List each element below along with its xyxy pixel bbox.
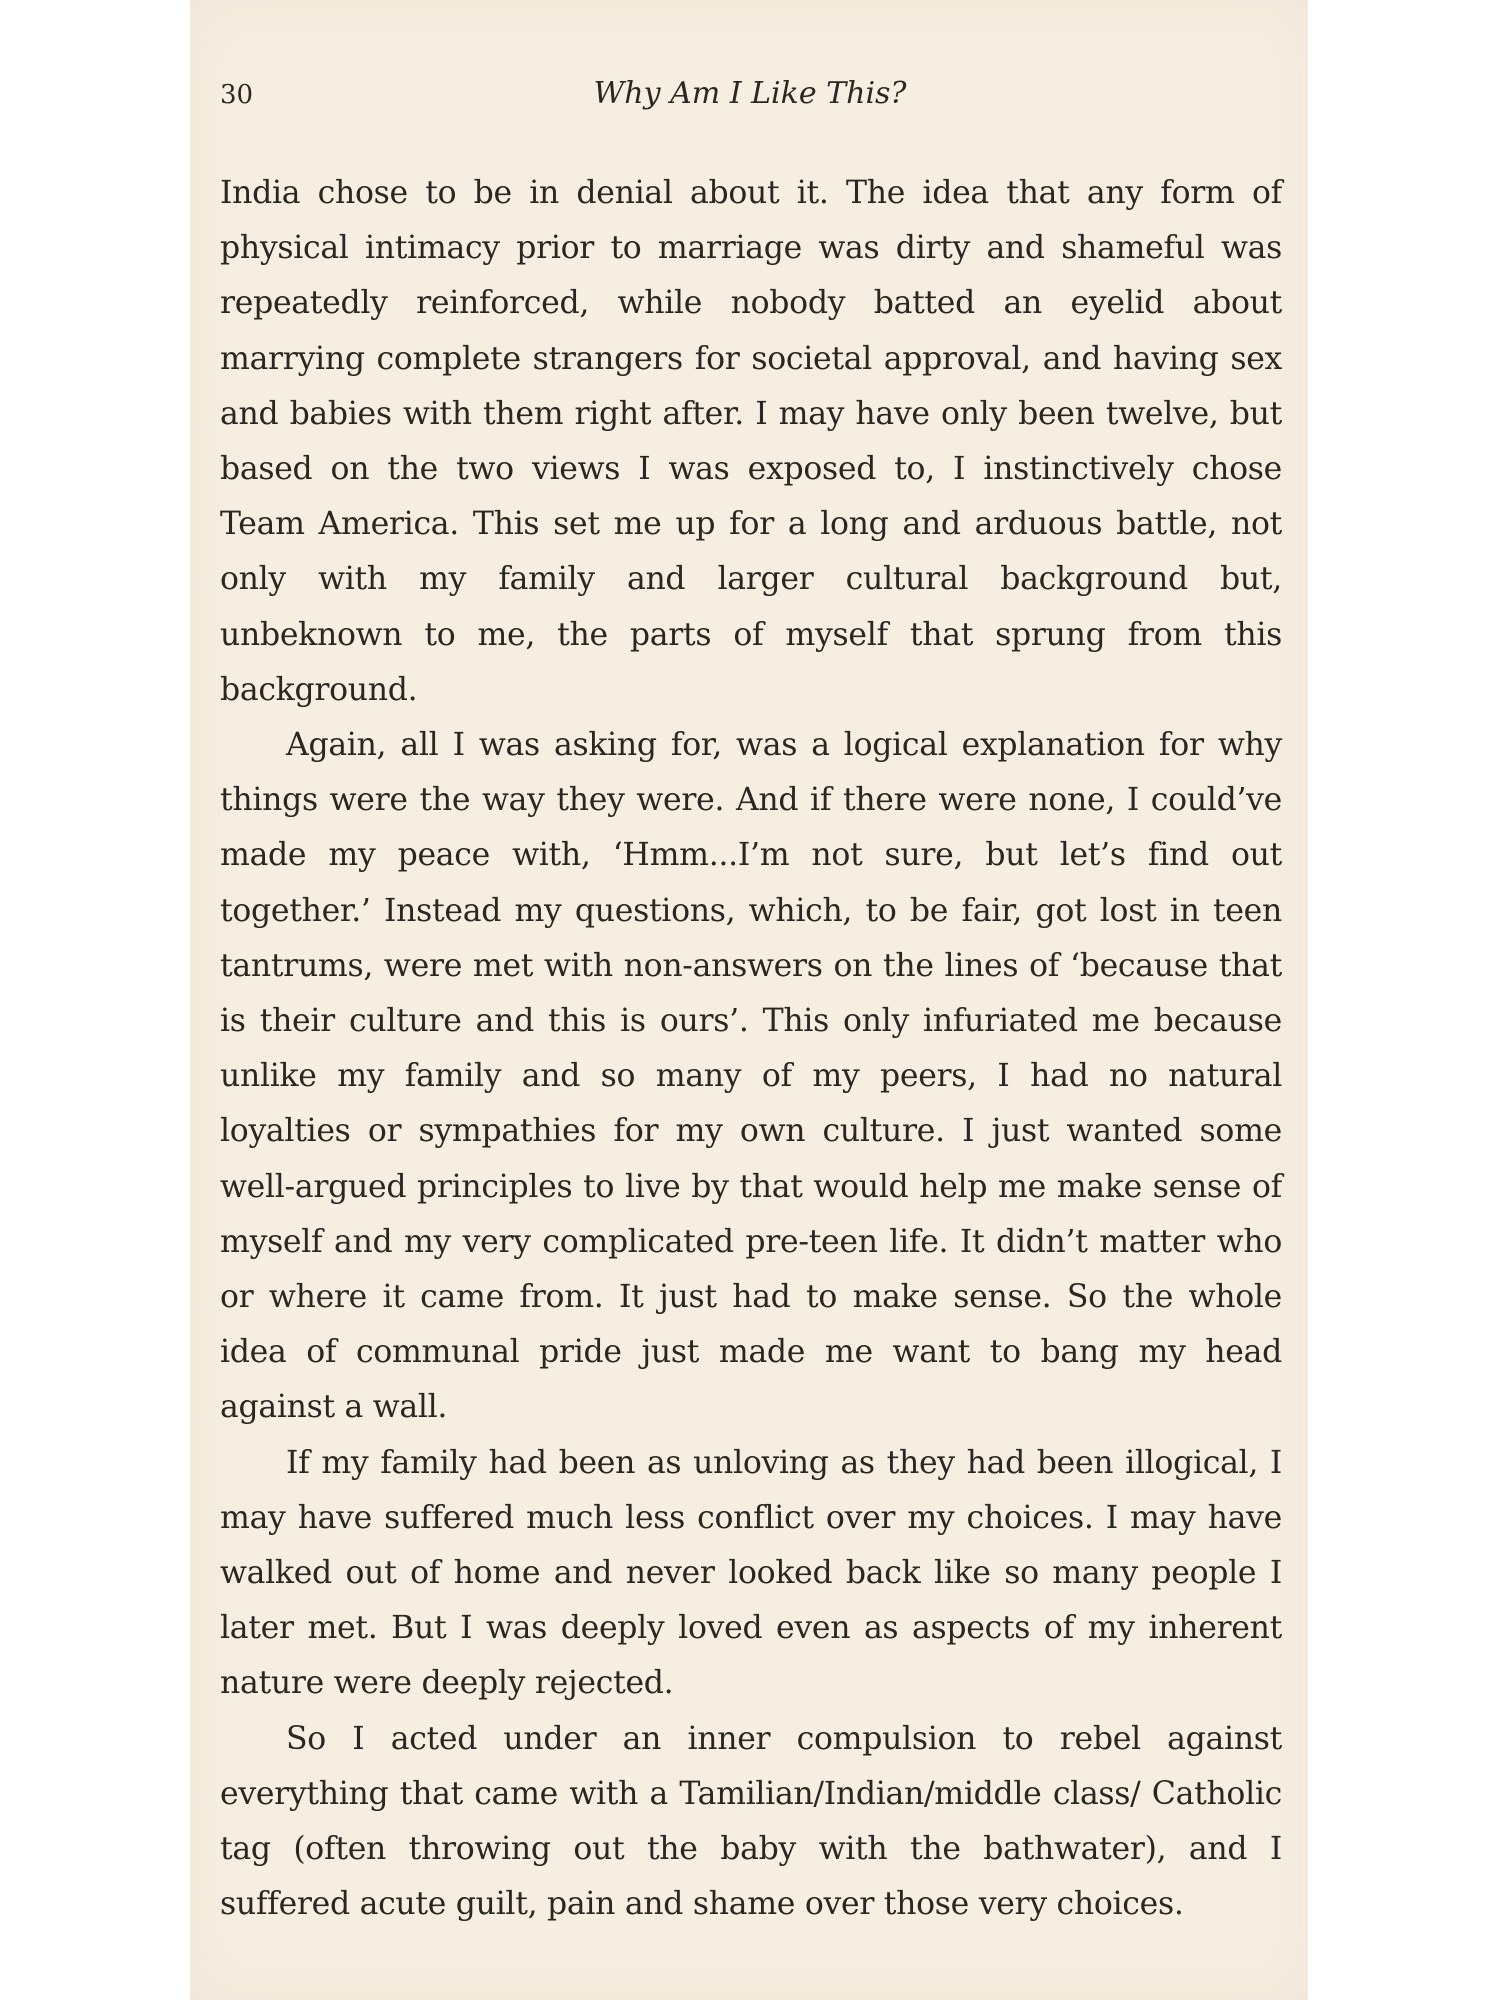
paragraph: Again, all I was asking for, was a logical explanation for why things were the way they were. And if there were none, I could’ve made my peace with, ‘Hmm...I’m not sure, but let’s find out together.’ Instead my questions, which, to be fair, got lost in teen tantrums, were met with non-answers on the lines of ‘because that is their culture and this is ours’. This only infuriated me because unlike my family and so many of my peers, I had no natural loyalties or sympathies for my own culture. I just wanted some well-argued principles to live by that would help me make sense of myself and my very complicated pre-teen life. It didn’t matter who or where it came from. It just had to make sense. So the whole idea of communal pride just made me want to bang my head against a wall. — [220, 727, 1282, 1426]
paragraph: If my family had been as unloving as they had been illogical, I may have suffered much less conflict over my choices. I may have walked out of home and never looked back like so many people I later met. But I was deeply loved even as aspects of my inherent nature were deeply rejected. — [220, 1444, 1282, 1702]
page-number: 30 — [220, 80, 254, 110]
running-title: Why Am I Like This? — [593, 76, 907, 111]
paragraph: India chose to be in denial about it. The idea that any form of physical intimacy prior to marriage was dirty and shameful was repeatedly reinforced, while nobody batted an eyelid about marrying complete strangers for societal approval, and having sex and babies with them right after. I may have only been twelve, but based on the two views I was exposed to, I instinctively chose Team America. This set me up for a long and arduous battle, not only with my family and larger cultural background but, unbeknown to me, the parts of myself that sprung from this background. — [220, 175, 1282, 708]
page-header — [220, 76, 1280, 120]
body-text — [220, 166, 1282, 1933]
book-page — [190, 0, 1308, 2000]
paragraph: So I acted under an inner compulsion to rebel against everything that came with a Tamilian/Indian/middle class/ Catholic tag (often throwing out the baby with the bathwater), and I suffered acute guilt, pain and shame over those very choices. — [220, 1720, 1282, 1923]
